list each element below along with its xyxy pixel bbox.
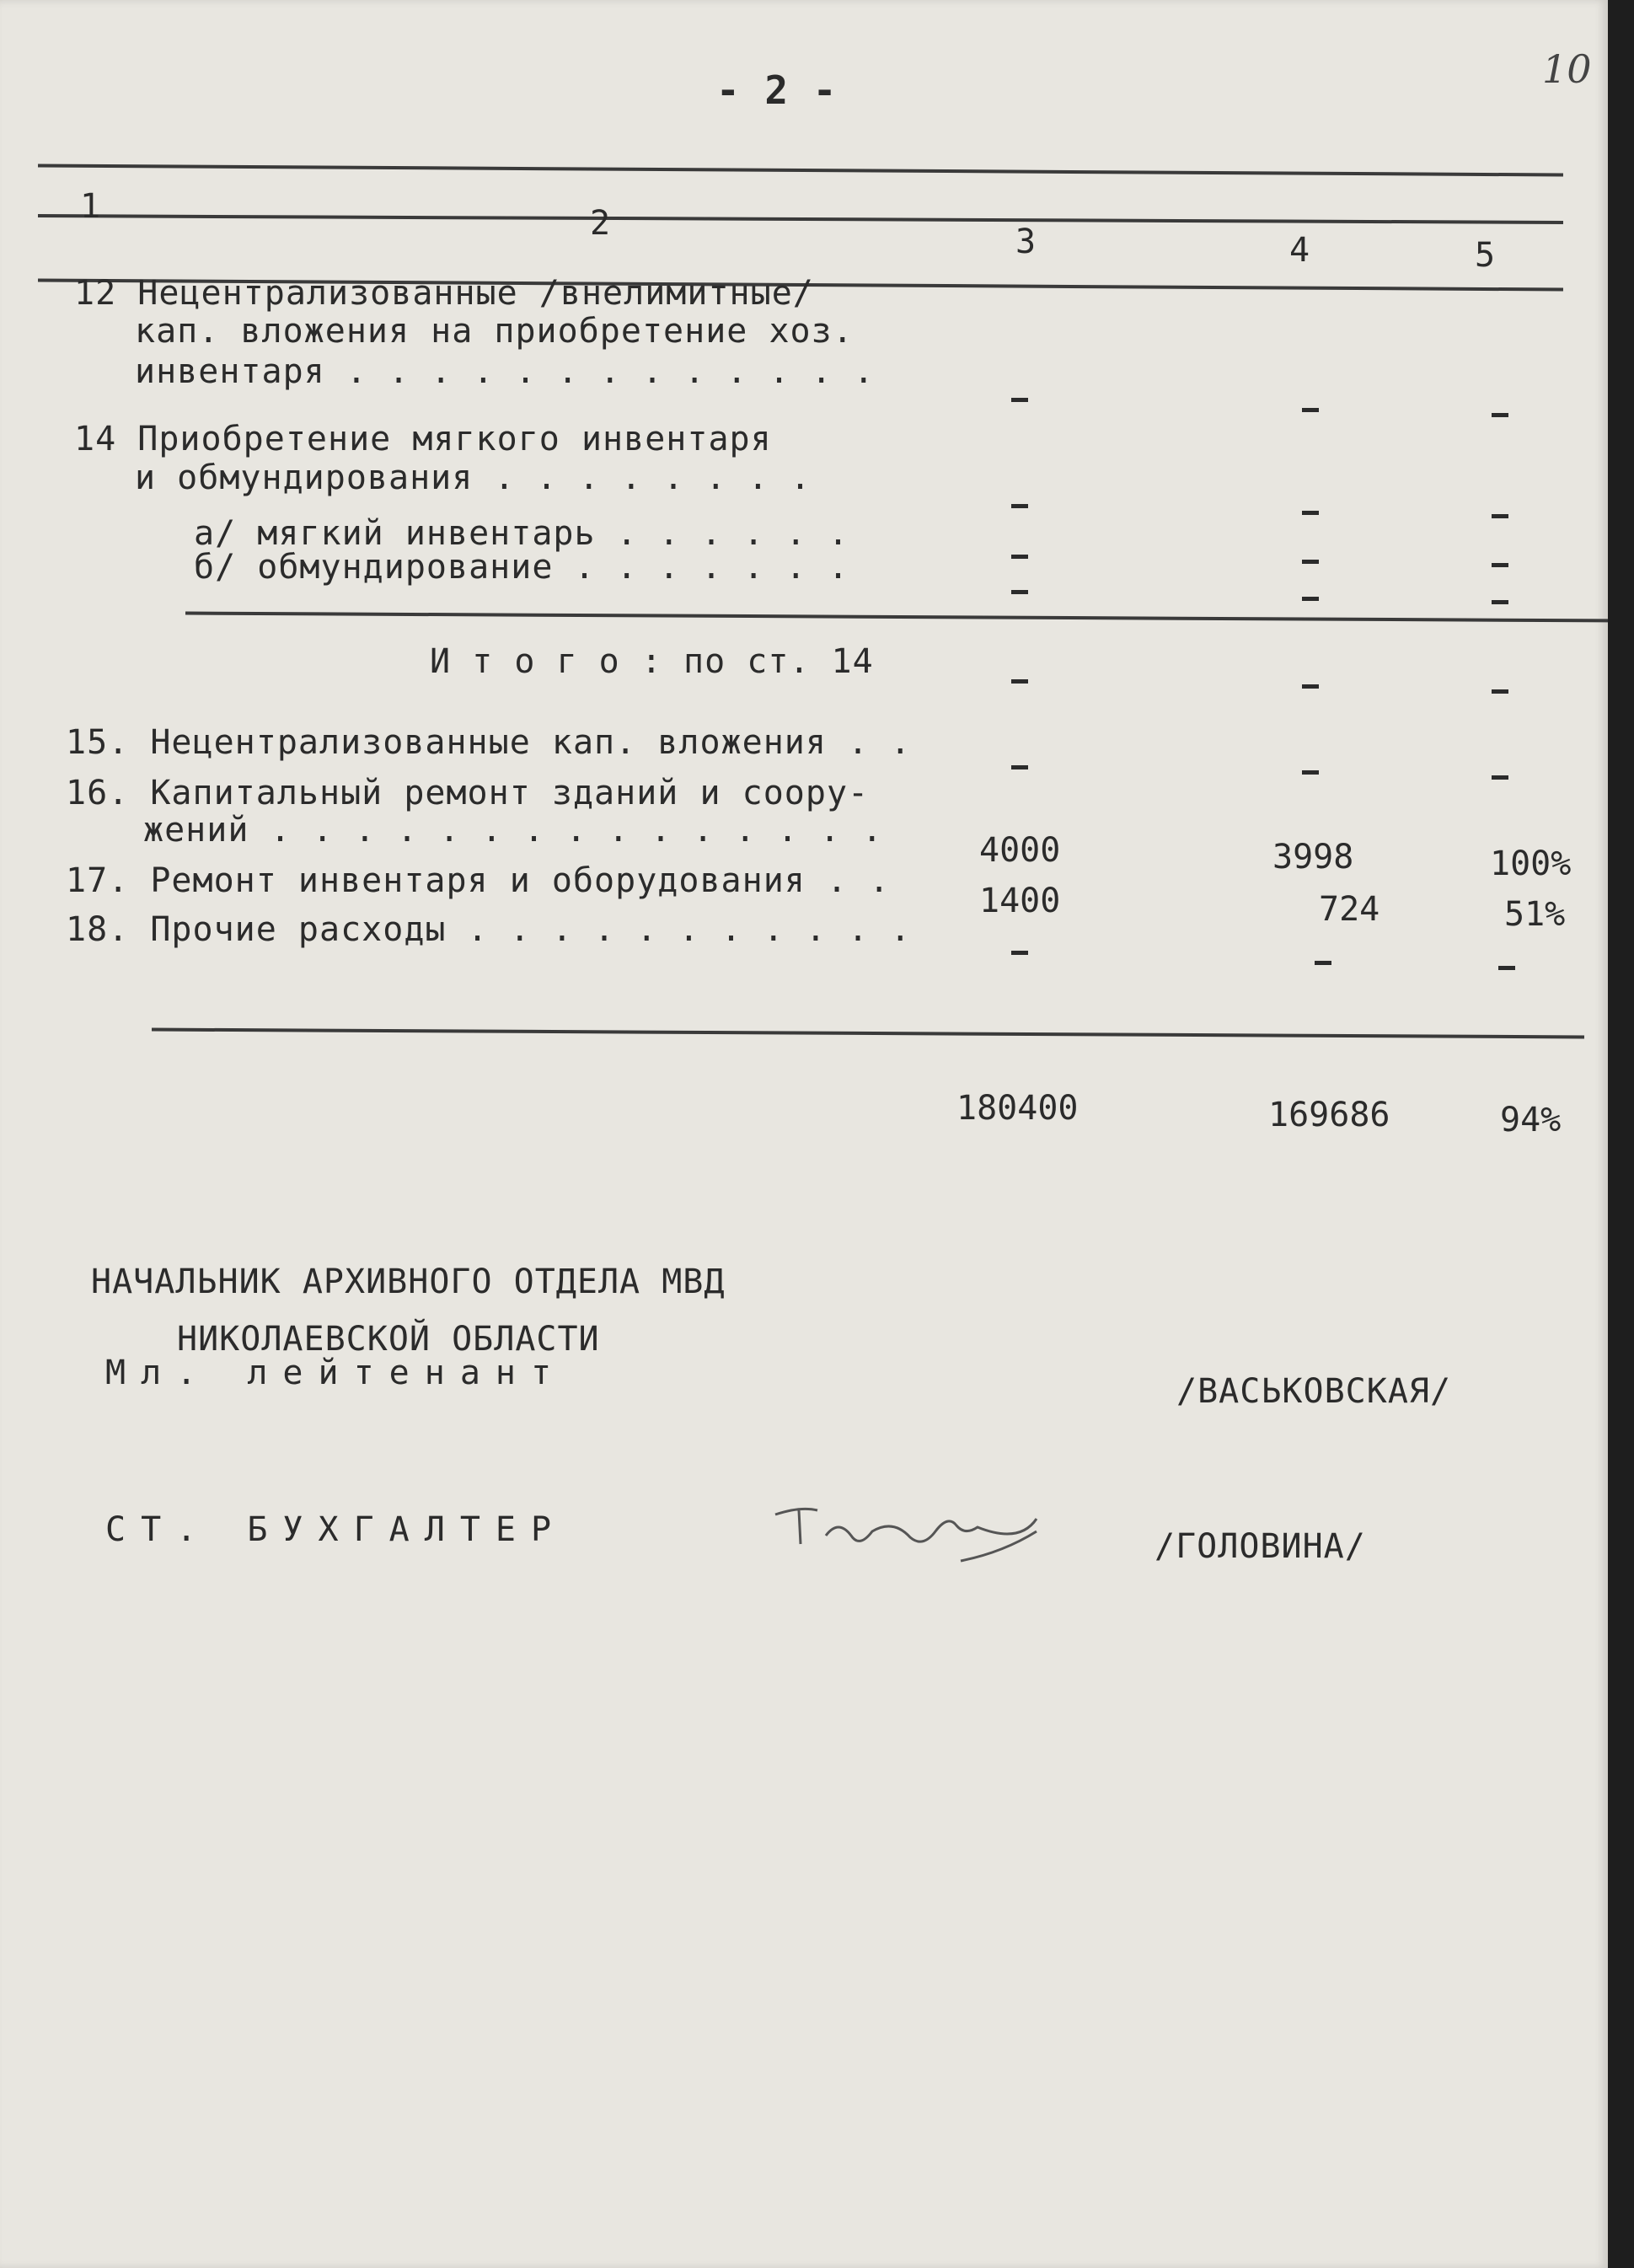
- page-number: - 2 -: [716, 67, 838, 113]
- row-15-col5-dash: [1492, 775, 1508, 780]
- accountant-signature: [767, 1485, 1053, 1586]
- column-header-4: 4: [1289, 231, 1310, 270]
- accountant-name: /ГОЛОВИНА/: [1155, 1527, 1366, 1566]
- total-col4: 169686: [1268, 1096, 1390, 1134]
- chief-name: /ВАСЬКОВСКАЯ/: [1176, 1372, 1452, 1411]
- row-14-col4-dash: [1302, 511, 1319, 515]
- row-12-col4-dash: [1302, 408, 1319, 412]
- row-14b-col5-dash: [1492, 600, 1508, 604]
- row-15-col4-dash: [1302, 770, 1319, 775]
- row-12-col5-dash: [1492, 413, 1508, 417]
- row-16-line-1: 16. Капитальный ремонт зданий и соору-: [66, 774, 870, 812]
- scan-edge: [1608, 0, 1634, 2268]
- subtotal-col3-dash: [1011, 679, 1028, 684]
- row-14b-col3-dash: [1011, 590, 1028, 594]
- row-12-line-1: 12 Нецентрализованные /внелимитные/: [74, 274, 814, 313]
- table-top-rule: [38, 164, 1563, 176]
- row-14a-col5-dash: [1492, 563, 1508, 567]
- row-14b-label: б/ обмундирование . . . . . . .: [194, 548, 849, 587]
- row-14b-col4-dash: [1302, 597, 1319, 601]
- subtotal-col4-dash: [1302, 684, 1319, 689]
- row-17-col3: 1400: [979, 882, 1061, 920]
- accountant-title: СТ. БУХГАЛТЕР: [105, 1510, 567, 1549]
- total-rule: [152, 1028, 1584, 1039]
- row-12-line-2: кап. вложения на приобретение хоз.: [135, 312, 854, 351]
- chief-title-line-1: НАЧАЛЬНИК АРХИВНОГО ОТДЕЛА МВД: [91, 1263, 726, 1301]
- row-18-col5-dash: [1498, 966, 1515, 970]
- total-col5: 94%: [1500, 1101, 1562, 1139]
- row-14a-col4-dash: [1302, 560, 1319, 564]
- row-14a-label: а/ мягкий инвентарь . . . . . .: [194, 514, 849, 553]
- column-header-3: 3: [1015, 223, 1037, 261]
- row-15-label: 15. Нецентрализованные кап. вложения . .: [66, 723, 912, 762]
- row-14-col3-dash: [1011, 504, 1028, 508]
- row-14a-col3-dash: [1011, 555, 1028, 559]
- column-header-1: 1: [80, 187, 101, 226]
- row-18-col3-dash: [1011, 951, 1028, 955]
- row-15-col3-dash: [1011, 765, 1028, 769]
- row-14-col5-dash: [1492, 514, 1508, 518]
- subtotal-rule: [185, 612, 1618, 623]
- row-14-line-2: и обмундирования . . . . . . . .: [135, 458, 812, 497]
- chief-rank: Мл. лейтенант: [105, 1354, 567, 1392]
- row-16-col3: 4000: [979, 831, 1061, 870]
- header-bottom-rule: [38, 214, 1563, 224]
- row-16-col4: 3998: [1272, 838, 1354, 877]
- chief-title-line-2: НИКОЛАЕВСКОЙ ОБЛАСТИ: [177, 1320, 600, 1359]
- row-14-line-1: 14 Приобретение мягкого инвентаря: [74, 420, 772, 458]
- sheet-number: 10: [1542, 46, 1592, 92]
- total-col3: 180400: [956, 1089, 1079, 1128]
- subtotal-label: И т о г о : по ст. 14: [430, 642, 874, 681]
- row-16-col5: 100%: [1490, 844, 1572, 883]
- column-header-2: 2: [590, 204, 611, 243]
- column-header-5: 5: [1475, 236, 1496, 275]
- row-18-label: 18. Прочие расходы . . . . . . . . . . .: [66, 910, 912, 949]
- row-17-col5: 51%: [1504, 895, 1566, 934]
- row-12-line-3: инвентаря . . . . . . . . . . . . .: [135, 352, 875, 391]
- subtotal-col5-dash: [1492, 689, 1508, 694]
- row-16-line-2: жений . . . . . . . . . . . . . . .: [143, 811, 883, 850]
- row-17-col4: 724: [1319, 890, 1380, 929]
- row-18-col4-dash: [1315, 961, 1331, 965]
- row-17-label: 17. Ремонт инвентаря и оборудования . .: [66, 861, 891, 900]
- row-12-col3-dash: [1011, 398, 1028, 402]
